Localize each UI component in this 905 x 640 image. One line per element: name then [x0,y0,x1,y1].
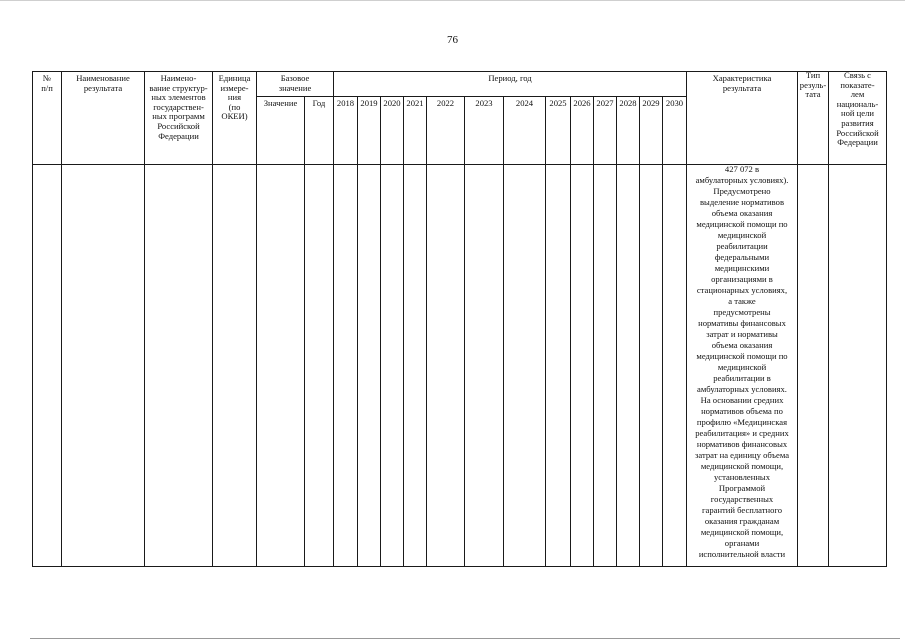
header-base-value: Базовое значение [278,74,312,93]
characteristic-line: Предусмотрено [713,186,771,196]
characteristic-line: профилю «Медицинская [696,417,788,427]
table-top-border [32,71,886,72]
characteristic-line: медицинской [717,362,767,372]
base-sub-border [304,96,305,567]
col-border-5 [333,71,334,567]
characteristic-line: органами [724,538,760,548]
characteristic-line: реабилитация» и средних [695,428,789,438]
characteristic-line: организациями в [711,274,773,284]
characteristic-line: нормативов финансовых [696,439,788,449]
characteristic-line: нормативов объема по [701,406,783,416]
characteristic-line: реабилитации в [713,373,771,383]
page-number: 76 [447,34,458,46]
col-border-1 [61,71,62,567]
header-year: 2019 [360,99,378,108]
characteristic-line: затрат и нормативы [706,329,778,339]
characteristic-line: нормативы финансовых [698,318,786,328]
header-characteristic: Характеристика результата [712,74,772,93]
header-year: 2025 [549,99,567,108]
col-border-7 [797,71,798,567]
bottom-edge [30,638,900,639]
header-type: Тип резуль- тата [799,71,827,100]
col-border-0 [32,71,33,567]
year-border-2030 [662,96,663,567]
characteristic-line: объема оказания [711,340,773,350]
col-border-2 [144,71,145,567]
characteristic-line: Программой [718,483,766,493]
characteristic-line: государственных [710,494,774,504]
characteristic-line: исполнительной власти [698,549,786,559]
characteristic-line: медицинскими [714,263,770,273]
col-border-3 [212,71,213,567]
header-year: 2018 [336,99,355,108]
header-year: 2030 [665,99,684,108]
header-link: Связь с показате- лем националь- ной цели развития Российской Федерации [836,71,879,148]
col-border-9 [886,71,887,567]
header-year: 2024 [515,99,534,108]
header-year: 2020 [383,99,401,108]
header-period: Период, год [488,74,532,83]
header-result-name: Наименование результата [76,74,130,93]
year-border-2027 [593,96,594,567]
characteristic-line: предусмотрены [713,307,771,317]
characteristic-line: объема оказания [711,208,773,218]
characteristic-line: затрат на единицу объема [694,450,790,460]
year-border-2026 [570,96,571,567]
characteristic-line: 427 072 в [724,164,760,174]
header-year: 2028 [619,99,637,108]
characteristic-line: медицинской [717,230,767,240]
characteristic-line: медицинской помощи, [700,461,784,471]
year-border-2025 [545,96,546,567]
header-year: 2027 [596,99,614,108]
characteristic-text [687,164,797,560]
header-unit: Единица измере- ния (по ОКЕИ) [218,74,251,122]
header-year: 2029 [642,99,660,108]
year-header-border [256,96,686,97]
year-border-2029 [639,96,640,567]
characteristic-line: амбулаторных условиях). [695,175,789,185]
year-border-2021 [403,96,404,567]
characteristic-line: стационарных условиях, [696,285,788,295]
year-border-2028 [616,96,617,567]
characteristic-line: оказания гражданам [704,516,780,526]
characteristic-line: выделение нормативов [699,197,785,207]
header-num: № п/п [41,74,53,93]
characteristic-line: а также [728,296,756,306]
header-year: 2022 [436,99,455,108]
year-border-2024 [503,96,504,567]
characteristic-line: медицинской помощи, [700,527,784,537]
characteristic-line: медицинской помощи по [696,219,788,229]
characteristic-line: На основании средних [700,395,784,405]
characteristic-line: реабилитации [716,241,768,251]
header-year: 2026 [573,99,591,108]
header-year: 2021 [406,99,424,108]
characteristic-line: амбулаторных условиях. [697,384,787,394]
characteristic-line: установленных [714,472,770,482]
col-border-4 [256,71,257,567]
year-border-2019 [357,96,358,567]
header-base-value-year: Год [312,99,326,108]
characteristic-line: федеральными [714,252,770,262]
table-bottom-border [32,566,886,567]
header-struct-elements: Наимено- вание структур- ных элементов государствен- ных программ Российской Федерации [149,74,208,141]
characteristic-line: гарантий бесплатного [702,505,782,515]
header-year: 2023 [475,99,493,108]
year-border-2023 [464,96,465,567]
characteristic-line: медицинской помощи по [696,351,788,361]
year-border-2020 [380,96,381,567]
year-border-2022 [426,96,427,567]
header-base-value-value: Значение [263,99,298,108]
